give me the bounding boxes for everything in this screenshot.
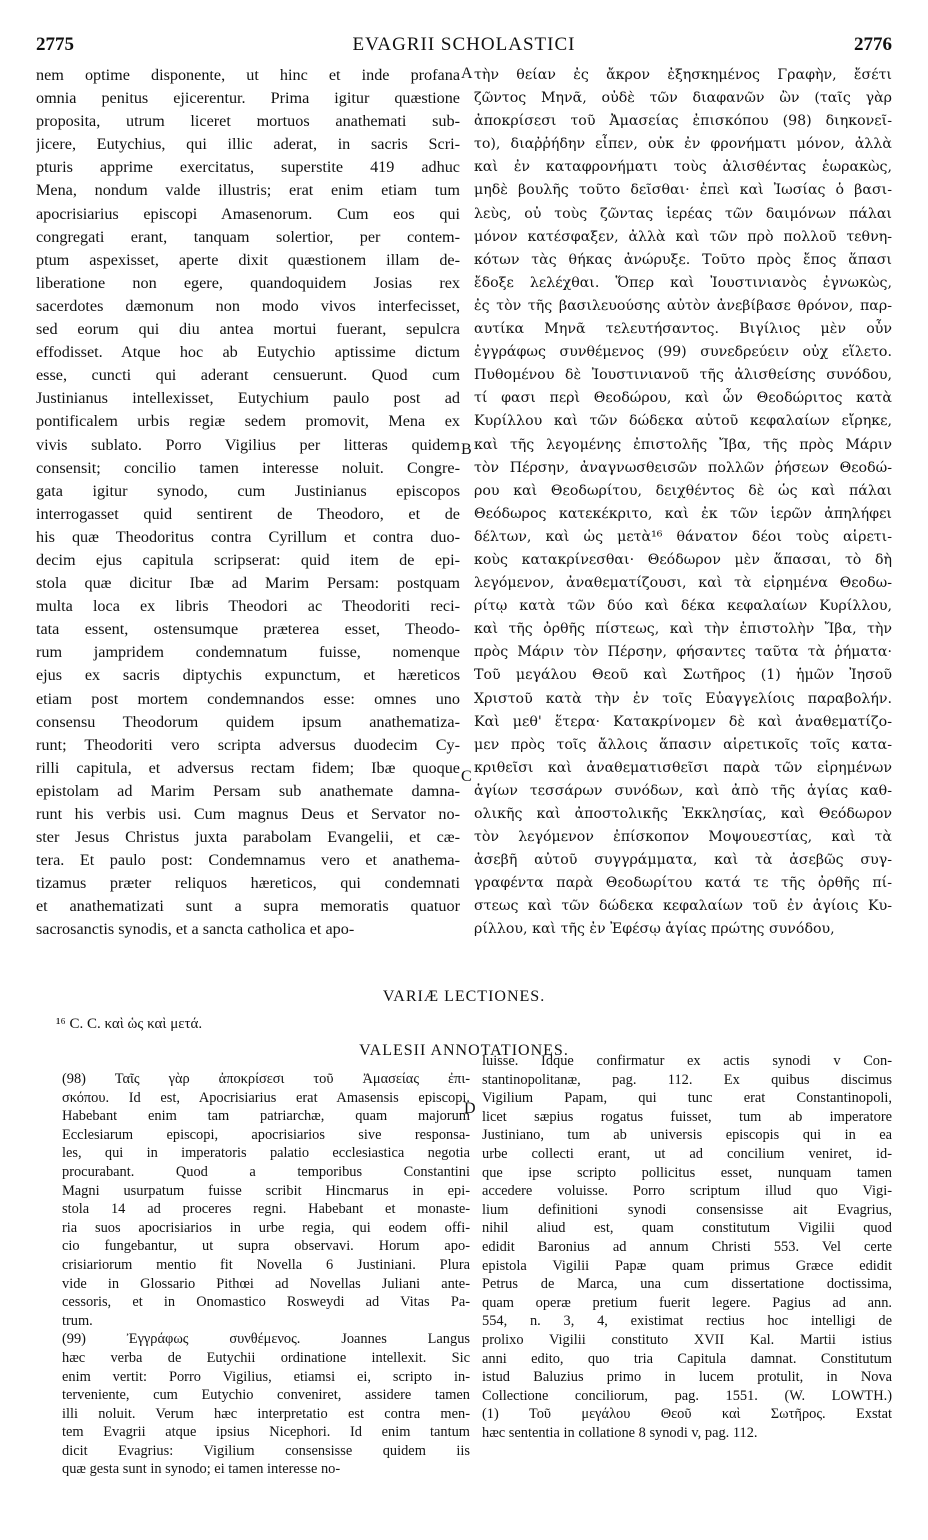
greek-line: μηδὲ βουλῆς τοῦτο δεῖσθαι· ἐπεὶ καὶ Ἰωσίας ὁ βασι- (474, 182, 892, 199)
latin-line: tera. Et paulo post: Condemnamus vero et anathema- (36, 851, 460, 870)
latin-line: vivis sublato. Porro Vigilius per litteras quidem (36, 435, 460, 454)
latin-line: apocrisiarius episcopi Amasenorum. Cum eos qui (36, 204, 460, 223)
margin-marker-c: C (461, 768, 472, 785)
greek-column (474, 64, 892, 942)
latin-line: rum jampridem condemnatum fuisse, nomenque (36, 643, 460, 662)
latin-line: nem optime disponente, ut hinc et inde profana (36, 66, 460, 84)
annotation-line: luisse. Idque confirmatur ex actis synodi v Con- (482, 1053, 892, 1069)
margin-marker-b: B (461, 441, 472, 458)
latin-line: runt his verbis usi. Cum magnus Deus et Servator no- (36, 805, 460, 823)
latin-column (36, 64, 460, 942)
greek-line: Κυρίλλου καὶ τῶν δώδεκα αὐτοῦ κεφαλαίων εἴρηκε, (474, 413, 892, 430)
greek-line: αυτίκα Μηνᾶ τελευτήσαντος. Βιγίλιος μὲν οὖν (474, 321, 892, 338)
latin-line: effodisset. Atque hoc ab Eutychio aptissime dictum (36, 343, 460, 362)
annotation-line: cessoris, et in Onomastico Rosweydi ad Vitas Pa- (62, 1294, 470, 1311)
greek-line: Θεόδωρος κατεκέκριτο, καὶ ἐκ τῶν ἱερῶν ἀπηλήφει (474, 505, 892, 522)
annotations-heading: VALESII ANNOTATIONES. (359, 1042, 569, 1059)
annotation-line: Habebant enim tam patriarchæ, quam majorum (62, 1108, 470, 1125)
greek-line: γραφέντα παρὰ Θεοδωρίτου κατά τε τῆς ὀρθῆς πί- (474, 875, 892, 892)
annotation-line: Magni usurpatum fuisse scribit Hincmarus in epi- (62, 1182, 470, 1199)
greek-line: ρου καὶ Θεοδωρίτου, δειχθέντος δὲ ὡς καὶ πάλαι (474, 482, 892, 499)
annotation-line: Petrus de Marca, una cum dissertatione doctissima, (482, 1276, 892, 1293)
annotation-line: terveniente, cum Eutychio conveniret, assidere tamen (62, 1387, 470, 1404)
greek-line: μεν πρὸς τοῖς ἄλλοις ἅπασιν αἱρετικοῖς τοῖς κατα- (474, 736, 892, 753)
greek-line: μόνον κατέσφαξεν, ἀλλὰ καὶ τῶν πρὸ πολλοῦ τεθνη- (474, 228, 892, 245)
annotation-line: trum. (62, 1312, 93, 1329)
latin-line: Mena, nondum valde illustris; erat enim etiam tum (36, 181, 460, 200)
greek-line: τὴν θείαν ἐς ἄκρον ἐξησκημένος Γραφὴν, ἔσέτι (474, 67, 892, 83)
latin-line: et anathematizati sunt a supra memoratis quatuor (36, 897, 460, 916)
annotation-line: crisiariorum mentio fit Novella 6 Justiniani. Plura (62, 1256, 470, 1273)
latin-line: consensit; concilio tamen interesse noluit. Congre- (36, 458, 460, 477)
latin-line: his quæ Theodoritus contra Cyrillum et contra duo- (36, 527, 460, 546)
greek-line: Χριστοῦ κατὰ τὴν ἐν τοῖς Εὐαγγελίοις παραβολήν. (474, 690, 892, 707)
margin-marker-a: A (461, 65, 473, 82)
annotation-line: lium definitioni synodi consensisse ait Evagrius, (482, 1201, 892, 1218)
annotation-line: Ecclesiarum episcopi, apocrisiarios sive responsa- (62, 1126, 470, 1143)
annotation-line: procurabant. Quod a temporibus Constantini (62, 1163, 470, 1180)
greek-line: στεως καὶ τῶν δώδεκα κεφαλαίων τοῦ ἐν ἁγίοις Κυ- (474, 898, 892, 915)
running-title: EVAGRII SCHOLASTICI (352, 34, 576, 55)
greek-line: δέλτων, καὶ ὡς μετὰ¹⁶ θάνατον δέοι τοὺς αἱρετι- (474, 528, 892, 545)
annotation-line: stola 14 ad proceres regni. Habebant et monaste- (62, 1201, 470, 1218)
greek-line: ἀποκρίσεσι τοῦ Ἀμασείας ἐπισκόπου (98) διηκονεῖ- (474, 113, 892, 130)
latin-line: tata essent, ostensumque præterea esset, Theodo- (36, 620, 460, 639)
annotation-line: (98) Ταῖς γὰρ ἀποκρίσεσι τοῦ Ἀμασείας ἐπι- (62, 1071, 470, 1087)
latin-line: omnia penitus ejicerentur. Prima igitur quæstione (36, 89, 460, 108)
annotation-line: (1) Τοῦ μεγάλου Θεοῦ καὶ Σωτῆρος. Exstat (482, 1406, 892, 1423)
greek-line: κοὺς κατακρίνεσθαι· Θεόδωρον μὲν ἅπασαι, τὸ δὴ (474, 551, 892, 568)
annotation-line: cio fungebantur, ut supra observavi. Horum apo- (62, 1238, 470, 1255)
annotation-line: prolixo Vigilii constituto XVII Kal. Martii istius (482, 1331, 892, 1348)
greek-line: Πυθομένου δὲ Ἰουστινιανοῦ τῆς ἀλισθείσης συνόδου, (474, 367, 892, 384)
annotation-line: licet sæpius rogatus fuisset, tum ab imperatore (482, 1108, 892, 1125)
annotation-line: stantinopolitanæ, pag. 112. Ex quibus discimus (482, 1071, 892, 1088)
greek-line: ἔδοξε λελέχθαι. Ὅπερ καὶ Ἰουστινιανὸς ἐγνωκὼς, (474, 274, 892, 291)
latin-line: rilli capitula, et adversus rectam fidem; Ibæ quoque (36, 758, 460, 777)
latin-line: sacerdotes dæmonum non modo vivos interfecisset, (36, 296, 460, 315)
annotation-line: les, qui in imperatoris palatio ecclesiastica negotia (62, 1145, 470, 1162)
greek-line: τί φασι περὶ Θεοδώρου, καὶ ὧν Θεοδώριτος κατὰ (474, 390, 892, 407)
varia-note: ¹⁶ C. C. καὶ ὡς καὶ μετά. (56, 1016, 203, 1032)
greek-line: ρίλλου, καὶ τῆς ἐν Ἐφέσῳ ἁγίας πρώτης συνόδου, (474, 921, 835, 938)
latin-line: sed eorum qui diu antea mortui fuerant, sepulcra (36, 320, 460, 339)
annotation-line: ria suos apocrisiarios in urbe regia, qui eodem offi- (62, 1219, 470, 1236)
latin-line: ejus ex sacris diptychis expunctum, et hæreticos (36, 666, 460, 685)
greek-line: ἐγγράφως συνθέμενος (99) συνεδρεύειν οὐχ εἵλετο. (474, 344, 892, 361)
latin-line: proposita, utrum liceret mortuos anathemati sub- (36, 112, 460, 131)
greek-line: Τοῦ μεγάλου Θεοῦ καὶ Σωτῆρος (1) ἡμῶν Ἰησοῦ (474, 667, 892, 684)
annotation-line: dicit Evagrius: Vigilium consensisse quidem iis (62, 1442, 470, 1459)
greek-line: τὸν λεγόμενον ἐπίσκοπον Μοψουεστίας, καὶ τὰ (474, 829, 892, 846)
greek-line: καὶ τῆς λεγομένης ἐπιστολῆς Ἴβα, τῆς πρὸς Μάριν (474, 436, 892, 453)
margin-marker-d: D (464, 1100, 476, 1117)
latin-line: Justinianus intellexisset, Eutychium paulo post ad (36, 389, 460, 408)
annotation-line: vide in Glossario Pithœi ad Novellas Juliani ante- (62, 1275, 470, 1292)
greek-line: ἁγίων τεσσάρων συνόδων, καὶ ἀπὸ τῆς ἁγίας καθ- (474, 782, 892, 799)
greek-line: καὶ ἐν καταφρονήματι τοὺς ἀλισθέντας ἑωρακὼς, (474, 159, 892, 176)
greek-line: ζῶντος Μηνᾶ, οὐδὲ τῶν διαφανῶν ὢν (ταῖς γὰρ (474, 90, 892, 107)
latin-line: ster Jesus Christus juxta parabolam Evangelii, et cæ- (36, 828, 460, 847)
latin-line: pontificalem urbis regiæ sedem promovit, Mena ex (36, 412, 460, 431)
latin-line: interrogasset quid sentirent de Theodoro, et de (36, 504, 460, 523)
annotation-line: Vigilium Papam, qui tunc erat Constantinopoli, (482, 1090, 892, 1107)
latin-line: stola quæ dicitur Ibæ ad Marim Persam: postquam (36, 574, 460, 593)
latin-line: consensu Theodorum quidem ipsum anathematiza- (36, 712, 460, 731)
latin-line: epistolam ad Marim Persam sub anathemate damna- (36, 781, 460, 800)
annotation-line: enim vertit: Porro Vigilius, etiamsi ei, scripto in- (62, 1368, 470, 1385)
latin-line: gata igitur synodo, cum Justinianus episcopos (36, 481, 460, 500)
page-number-left: 2775 (36, 34, 74, 55)
greek-line: ἐς τὸν τῆς βασιλευούσης αὐτὸν ἀνεβίβασε θρόνον, παρ- (474, 297, 892, 314)
greek-line: το), διαῤῥήδην εἶπεν, οὐκ ἐν φρονήματι μόνον, ἀλλὰ (474, 136, 892, 153)
greek-line: ρίτῳ κατὰ τῶν δύο καὶ δέκα κεφαλαίων Κυρίλλου, (474, 598, 892, 615)
annotation-line: urbe collecti erant, ut ad concilium veniret, id- (482, 1145, 892, 1162)
latin-line: liberatione non egere, quandoquidem Josias rex (36, 273, 460, 292)
latin-line: runt; Theodoriti vero scripta adversus duodecim Cy- (36, 735, 460, 754)
annotation-line: hæc verba de Eutychii ordinatione intellexit. Sic (62, 1349, 470, 1366)
annotation-line: quam operæ pretium fuerit legere. Pagius ad ann. (482, 1294, 892, 1311)
greek-line: ολικῆς καὶ ἀποστολικῆς Ἐκκλησίας, καὶ Θεόδωρον (474, 806, 892, 822)
latin-line: tizamus præter reliquos hæreticos, qui condemnati (36, 874, 460, 893)
page-header (36, 34, 892, 58)
latin-line: multa loca ex libris Theodori ac Theodoriti reci- (36, 597, 460, 616)
greek-line: καὶ τῆς ὀρθῆς πίστεως, καὶ τὴν ἐπιστολὴν Ἴβα, τὴν (474, 621, 892, 638)
latin-line: ptum aspexisset, aperte dixit quæstionem illam de- (36, 250, 460, 269)
annotation-line: Justiniano, tum ab universis episcopis qui in ea (482, 1127, 892, 1144)
latin-line: decim ejus capitula scripserat: quid item de epi- (36, 550, 460, 569)
latin-line: etiam post mortem condemnandos esse: omnes uno (36, 689, 460, 708)
annotation-line: nihil aliud est, quam constitutum Vigilii quod (482, 1220, 892, 1237)
annotations-right-column (482, 1052, 892, 1442)
annotation-line: edidit Baronius ad annum Christi 553. Vel certe (482, 1238, 892, 1255)
annotation-line: tem Evagrii atque ipsius Nicephori. Id enim tantum (62, 1424, 470, 1441)
annotation-line: 554, n. 3, 4, existimat rectius hoc intelligi de (482, 1313, 892, 1330)
annotation-line: Collectione conciliorum, pag. 1551. (W. LOWTH.) (482, 1387, 892, 1404)
greek-line: κότων τὰς θήκας ἀνώρυξε. Τοῦτο πρὸς ἔπος ἅπασι (474, 251, 892, 268)
annotation-line: anni edito, quo tria Capitula damnat. Constitutum (482, 1350, 892, 1367)
varia-heading: VARIÆ LECTIONES. (382, 988, 546, 1005)
page-number-right: 2776 (854, 34, 892, 55)
greek-line: ἀσεβῆ αὐτοῦ συγγράμματα, καὶ τὰ ἀσεβῶς συγ- (474, 852, 892, 869)
greek-line: κριθεῖσι καὶ ἀναθεματισθεῖσι παρὰ τῶν εἰρημένων (474, 759, 892, 776)
latin-line: pturis apprime exercitatus, superstite 419 adhuc (36, 158, 460, 177)
annotation-line: σκόπου. Id est, Apocrisiarius erat Amasensis episcopi. (62, 1089, 470, 1106)
greek-line: πρὸς Μάριν τὸν Πέρσην, φήσαντες ταῦτα τὰ ῥήματα· (474, 644, 892, 661)
annotation-line: quæ gesta sunt in synodo; ei tamen interesse no- (62, 1461, 341, 1478)
greek-line: λεγόμενον, ἀναθεματίζουσι, καὶ τὰ εἰρημένα Θεοδω- (474, 575, 892, 592)
greek-line: λεὺς, οὐ τοὺς ζῶντας ἱερέας τῶν δαιμόνων πάλαι (474, 205, 892, 222)
latin-line: jicere, Eutychius, qui illic aderat, in sacris Scri- (36, 135, 460, 154)
annotation-line: illi noluit. Verum hæc interpretatio est contra men- (62, 1405, 470, 1422)
latin-line: esse, cuncti qui aderant censuerunt. Quod cum (36, 366, 460, 385)
annotation-line: epistola Vigilii Papæ quam primus Græce edidit (482, 1257, 892, 1274)
annotation-line: que ipse scripto pollicitus esset, nunquam tamen (482, 1164, 892, 1181)
greek-line: Καὶ μεθ' ἕτερα· Κατακρίνομεν δὲ καὶ ἀναθεματίζο- (474, 713, 892, 730)
annotation-line: hæc sententia in collatione 8 synodi v, pag. 112. (482, 1424, 758, 1441)
greek-line: τὸν Πέρσην, ἀναγνωσθεισῶν πολλῶν ῥήσεων Θεοδώ- (474, 459, 892, 476)
annotations-left-column (62, 1070, 470, 1479)
latin-line: congregati erant, tanquam solertior, per contem- (36, 227, 460, 246)
annotation-line: accedere voluisse. Porro scriptum illud quo Vigi- (482, 1183, 892, 1200)
annotation-line: (99) Ἐγγράφως συνθέμενος. Joannes Langus (62, 1331, 470, 1348)
latin-line: sacrosanctis synodis, et a sancta catholica et apo- (36, 920, 355, 939)
annotation-line: istud Baluzius primo in lucem protulit, in Nova (482, 1369, 892, 1386)
